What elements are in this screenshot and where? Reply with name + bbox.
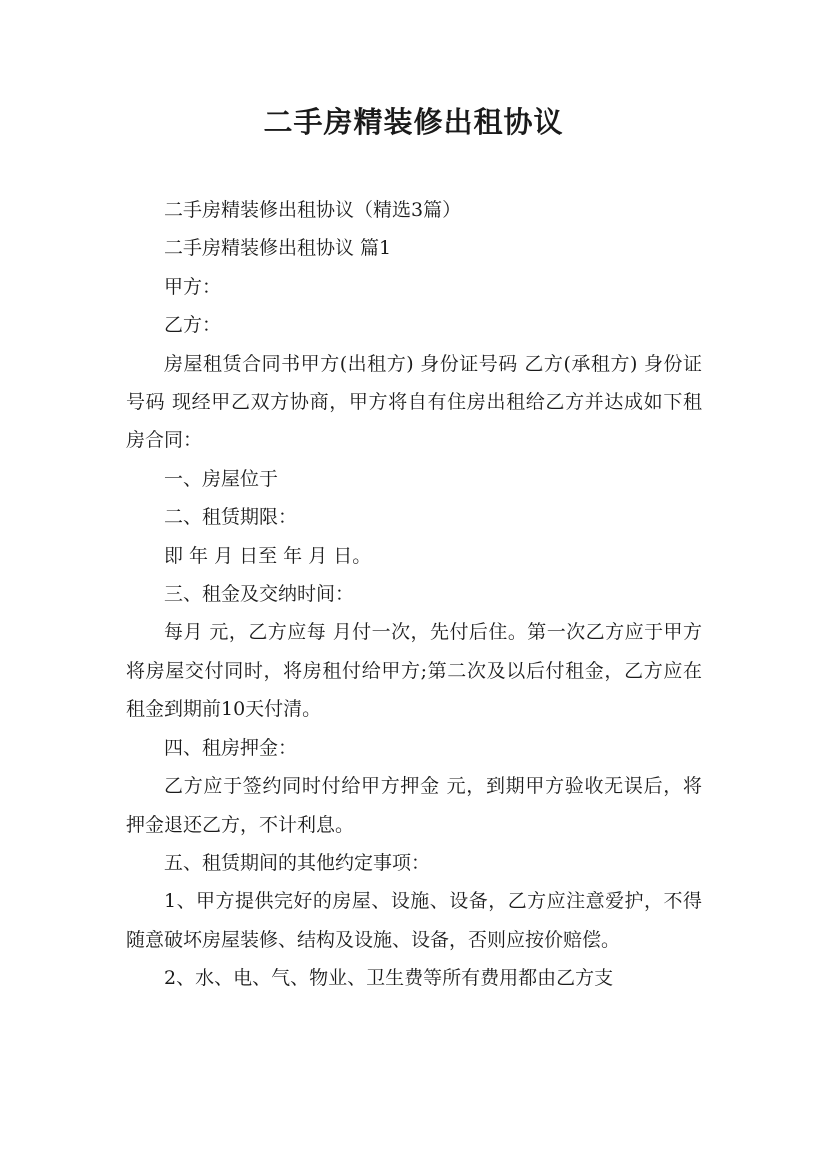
paragraph-term-1: 1、甲方提供完好的房屋、设施、设备，乙方应注意爱护，不得随意破坏房屋装修、结构及设施、设备，否则应按价赔偿。 xyxy=(126,890,702,951)
document-body xyxy=(126,191,702,998)
paragraph-party-b: 乙方： xyxy=(164,314,222,337)
paragraph-term-dates: 即 年 月 日至 年 月 日。 xyxy=(164,544,372,567)
section-heading-other-terms: 五、租赁期间的其他约定事项： xyxy=(164,851,431,874)
paragraph-article-heading: 二手房精装修出租协议 篇1 xyxy=(164,237,392,260)
section-heading-term: 二、租赁期限： xyxy=(164,506,298,529)
paragraph-deposit: 乙方应于签约同时付给甲方押金 元，到期甲方验收无误后，将押金退还乙方，不计利息。 xyxy=(126,775,702,836)
paragraph-intro: 房屋租赁合同书甲方(出租方) 身份证号码 乙方(承租方) 身份证号码 现经甲乙双方协商，甲方将自有住房出租给乙方并达成如下租房合同： xyxy=(126,352,702,452)
section-heading-location: 一、房屋位于 xyxy=(164,467,279,490)
section-heading-deposit: 四、租房押金： xyxy=(164,736,298,759)
paragraph-party-a: 甲方： xyxy=(164,275,222,298)
document-title: 二手房精装修出租协议 xyxy=(263,105,564,139)
paragraph-subtitle: 二手房精装修出租协议（精选3篇） xyxy=(164,199,462,221)
section-heading-rent: 三、租金及交纳时间： xyxy=(164,583,355,606)
paragraph-rent: 每月 元，乙方应每 月付一次，先付后住。第一次乙方应于甲方将房屋交付同时，将房租付给甲方;第二次及以后付租金，乙方应在租金到期前10天付清。 xyxy=(126,621,702,721)
paragraph-term-2: 2、水、电、气、物业、卫生费等所有费用都由乙方支 xyxy=(164,967,614,990)
